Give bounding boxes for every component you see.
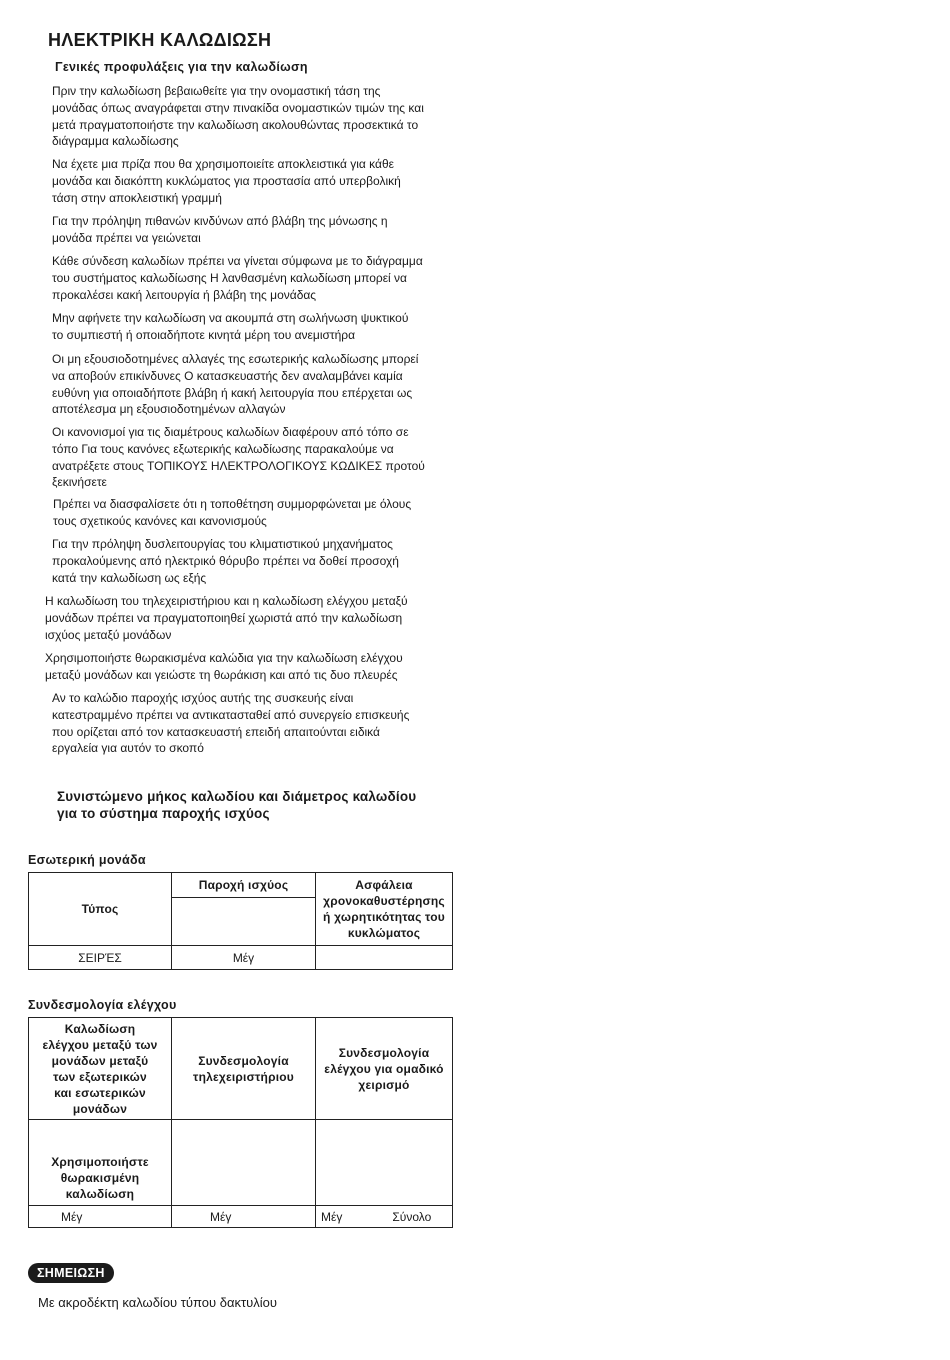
page-title: ΗΛΕΚΤΡΙΚΗ ΚΑΛΩΔΙΩΣΗ <box>48 30 272 50</box>
inter-unit-wiring-header: Καλωδίωση ελέγχου μεταξύ των μονάδων μεταξύ των εξωτερικών και εσωτερικών μονάδων <box>29 1018 172 1120</box>
max-total-cell: Μέγ Σύνολο <box>316 1206 453 1228</box>
paragraph: Για την πρόληψη δυσλειτουργίας του κλιματιστικού μηχανήματος προκαλούμενης από ηλεκτρικό θόρυβο πρέπει να δοθεί προσοχή κατά την καλωδίωση ως εξής <box>52 537 399 585</box>
paragraph: Αν το καλώδιο παροχής ισχύος αυτής της συσκευής είναι κατεστραμμένο πρέπει να αντικατασταθεί από συνεργείο επισκευής που ορίζεται από τον κατασκευαστή επειδή απαιτούνται ειδικά εργαλεία για αυτόν το σκοπό <box>52 691 410 756</box>
group-wiring-cell <box>316 1120 453 1206</box>
paragraph: Χρησιμοποιήστε θωρακισμένα καλώδια για την καλωδίωση ελέγχου μεταξύ μονάδων και γειώστε τη θωράκιση και από τις δυο πλευρές <box>45 651 403 682</box>
remote-wiring-header: Συνδεσμολογία τηλεχειριστήριου <box>172 1018 316 1120</box>
control-wiring-caption: Συνδεσμολογία ελέγχου <box>28 998 177 1012</box>
paragraph: Μην αφήνετε την καλωδίωση να ακουμπά στη σωλήνωση ψυκτικού το συμπιεστή ή οποιαδήποτε κινητά μέρη του ανεμιστήρα <box>52 311 409 342</box>
paragraph: Η καλωδίωση του τηλεχειριστήριου και η καλωδίωση ελέγχου μεταξύ μονάδων πρέπει να πραγματοποιηθεί χωριστά από την καλωδίωση ισχύος μεταξύ μονάδων <box>45 594 408 642</box>
max-cell: Μέγ <box>172 1206 316 1228</box>
remote-wiring-cell <box>172 1120 316 1206</box>
paragraph: Πρέπει να διασφαλίσετε ότι η τοποθέτηση συμμορφώνεται με όλους τους σχετικούς κανόνες και κανονισμούς <box>53 497 412 528</box>
fuse-value-cell <box>316 946 453 970</box>
section-subtitle: Γενικές προφυλάξεις για την καλωδίωση <box>55 60 308 74</box>
note-text: Με ακροδέκτη καλωδίου τύπου δακτυλίου <box>38 1295 277 1310</box>
paragraph: Οι μη εξουσιοδοτημένες αλλαγές της εσωτερικής καλωδίωσης μπορεί να αποβούν επικίνδυνες Ο κατασκευαστής δεν αναλαμβάνει καμία ευθύνη για οποιαδήποτε βλάβη ή κακή λειτουργία που επέρχεται ως αποτέλεσμα μη εξουσιοδοτημένων αλλαγών <box>52 352 419 417</box>
cable-section-heading: Συνιστώμενο μήκος καλωδίου και διάμετρος καλωδίου για το σύστημα παροχής ισχύος <box>57 789 417 821</box>
control-wiring-table <box>28 1017 453 1228</box>
paragraph: Κάθε σύνδεση καλωδίων πρέπει να γίνεται σύμφωνα με το διάγραμμα του συστήματος καλωδίωσης Η λανθασμένη καλωδίωση μπορεί να προκαλέσει κακή λειτουργία ή βλάβη της μονάδας <box>52 254 423 302</box>
fuse-header: Ασφάλεια χρονοκαθυστέρησης ή χωρητικότητας του κυκλώματος <box>316 873 453 946</box>
shielded-wiring-note: Χρησιμοποιήστε θωρακισμένη καλωδίωση <box>29 1120 172 1206</box>
type-header: Τύπος <box>29 873 172 946</box>
paragraph: Να έχετε μια πρίζα που θα χρησιμοποιείτε αποκλειστικά για κάθε μονάδα και διακόπτη κυκλώματος για προστασία από υπερβολική τάση στην αποκλειστική γραμμή <box>52 157 401 205</box>
max-cell: Μέγ <box>29 1206 172 1228</box>
indoor-unit-caption: Εσωτερική μονάδα <box>28 853 146 867</box>
note-badge: ΣΗΜΕΙΩΣΗ <box>28 1263 114 1283</box>
paragraph: Οι κανονισμοί για τις διαμέτρους καλωδίων διαφέρουν από τόπο σε τόπο Για τους κανόνες εξωτερικής καλωδίωσης παρακαλούμε να ανατρέξετε στους ΤΟΠΙΚΟΥΣ ΗΛΕΚΤΡΟΛΟΓΙΚΟΥΣ ΚΩΔΙΚΕΣ προτού ξεκινήσετε <box>52 425 425 490</box>
group-control-wiring-header: Συνδεσμολογία ελέγχου για ομαδικό χειρισμό <box>316 1018 453 1120</box>
indoor-unit-table <box>28 872 453 970</box>
paragraph: Πριν την καλωδίωση βεβαιωθείτε για την ονομαστική τάση της μονάδας όπως αναγράφεται στην πινακίδα ονομαστικών τιμών της και μετά πραγματοποιήστε την καλωδίωση ακολουθώντας προσεκτικά το διάγραμμα καλωδίωσης <box>52 84 424 149</box>
paragraph: Για την πρόληψη πιθανών κινδύνων από βλάβη της μόνωσης η μονάδα πρέπει να γειώνεται <box>52 214 388 245</box>
power-supply-header: Παροχή ισχύος <box>172 873 316 898</box>
series-cell: ΣΕΙΡΈΣ <box>29 946 172 970</box>
power-supply-cell <box>172 898 316 946</box>
max-cell: Μέγ <box>172 946 316 970</box>
